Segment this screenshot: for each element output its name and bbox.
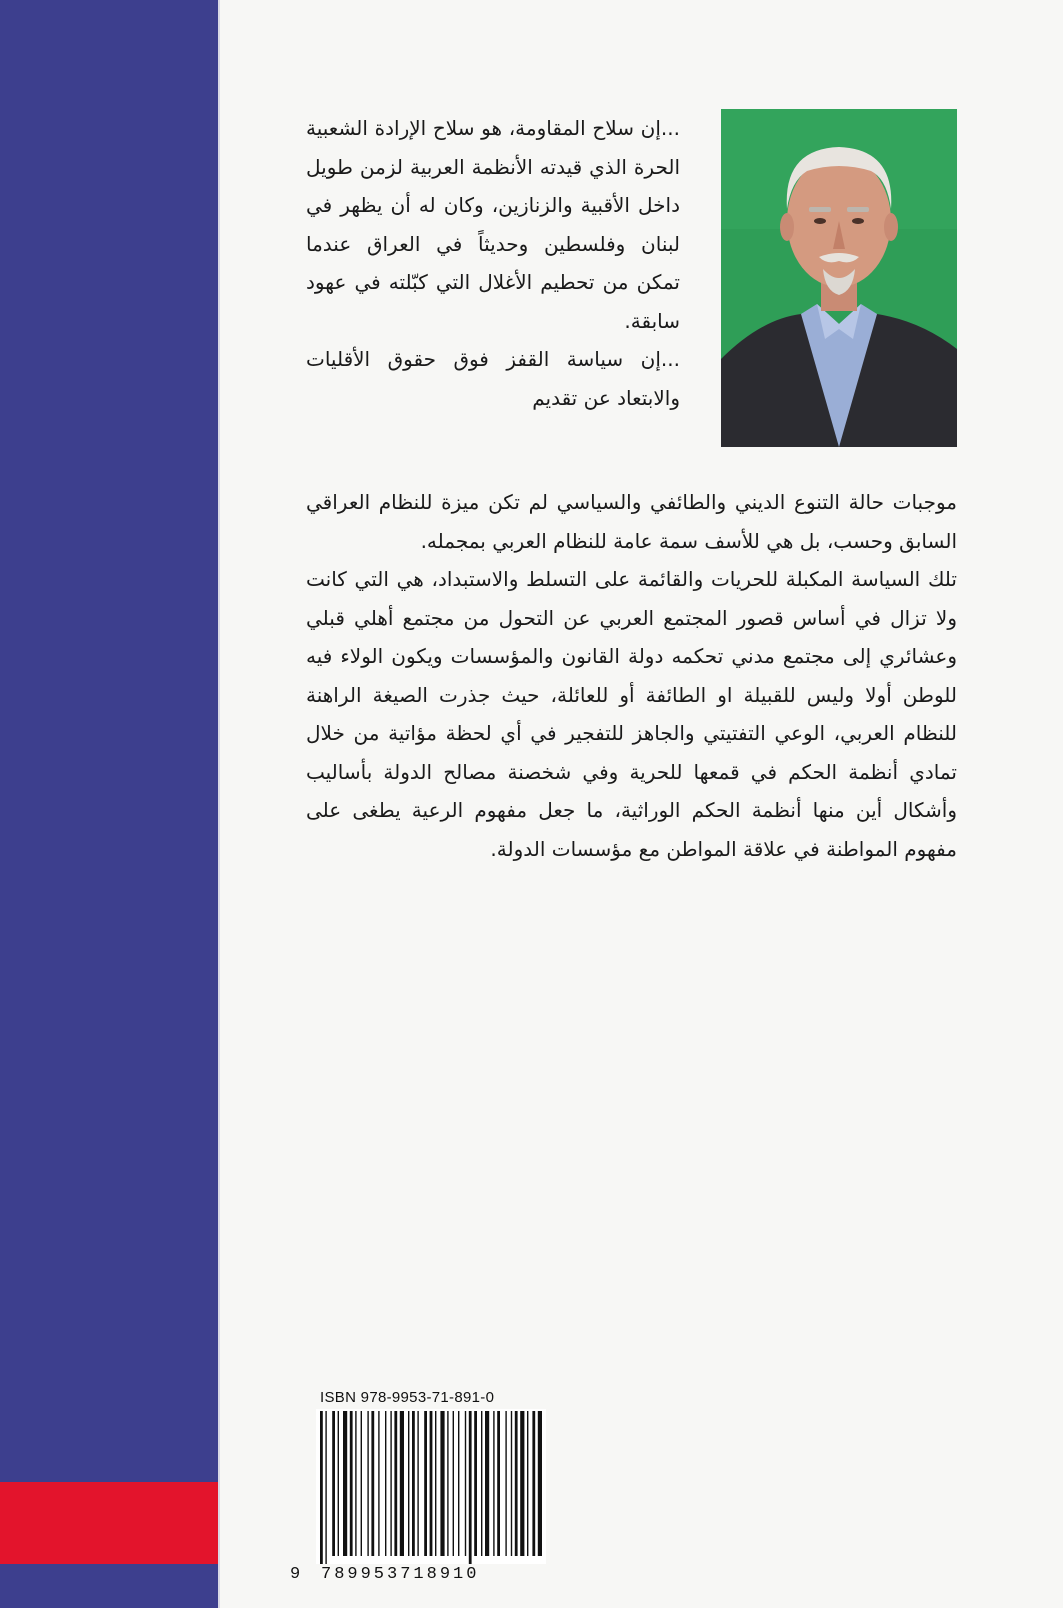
barcode-bar [511, 1411, 512, 1556]
barcode-bar [400, 1411, 404, 1556]
barcode-bar [355, 1411, 356, 1556]
barcode-bar [430, 1411, 433, 1556]
barcode-bar [417, 1411, 418, 1556]
barcode-digits: 789953718910 [321, 1565, 480, 1584]
barcode-bar [505, 1411, 506, 1556]
barcode-bar [485, 1411, 489, 1556]
barcode [316, 1409, 546, 1564]
barcode-bar [412, 1411, 415, 1556]
barcode-bar [497, 1411, 500, 1556]
barcode-bar [481, 1411, 482, 1556]
barcode-bar [527, 1411, 528, 1556]
intro-text-block [306, 109, 680, 417]
barcode-bar [325, 1411, 326, 1564]
barcode-bar [474, 1411, 477, 1556]
barcode-bar [447, 1411, 448, 1556]
barcode-bar [515, 1411, 518, 1556]
intro-paragraph: ...إن سلاح المقاومة، هو سلاح الإرادة الشعبية الحرة الذي قيدته الأنظمة العربية لزمن طويل داخل الأقبية والزنازين، وكان له أن يظهر في لبنان وفلسطين وحديثاً في العراق عندما تمكن من تحطيم الأغلال التي كبّلته في عهود سابقة. [306, 116, 680, 333]
barcode-bar [453, 1411, 454, 1556]
body-paragraph: موجبات حالة التنوع الديني والطائفي والسياسي لم تكن ميزة للنظام العراقي السابق وحسب، بل هي للأسف سمة عامة للنظام العربي بمجمله. [306, 490, 957, 553]
barcode-bar [469, 1411, 472, 1564]
barcode-bar [350, 1411, 353, 1556]
cover-red-accent [0, 1482, 218, 1564]
barcode-bar [332, 1411, 335, 1556]
barcode-bar [367, 1411, 368, 1556]
author-photo [721, 109, 957, 447]
barcode-bar [493, 1411, 494, 1556]
barcode-icon [316, 1409, 546, 1564]
barcode-bar [520, 1411, 524, 1556]
barcode-bar [338, 1411, 339, 1556]
barcode-bar [440, 1411, 444, 1556]
barcode-bar [320, 1411, 323, 1564]
intro-paragraph: ...إن سياسة القفز فوق حقوق الأقليات والابتعاد عن تقديم [306, 347, 680, 410]
barcode-bar [424, 1411, 427, 1556]
barcode-bar [343, 1411, 347, 1556]
cover-spine-edge [218, 0, 220, 1608]
barcode-bar [465, 1411, 466, 1556]
barcode-bar [394, 1411, 397, 1556]
barcode-bar [408, 1411, 409, 1556]
barcode-lead-digit: 9 [290, 1565, 301, 1584]
barcode-bar [390, 1411, 391, 1556]
isbn-label: ISBN 978-9953-71-891-0 [320, 1389, 495, 1406]
barcode-bar [371, 1411, 374, 1556]
barcode-bar [378, 1411, 379, 1556]
cover-spine-band [0, 0, 218, 1608]
barcode-bar [435, 1411, 436, 1556]
barcode-bar [532, 1411, 535, 1556]
body-text-block [306, 483, 957, 868]
portrait-icon [721, 109, 957, 447]
barcode-bar [458, 1411, 459, 1556]
barcode-bar [361, 1411, 362, 1556]
barcode-bar [538, 1411, 542, 1556]
barcode-bar [385, 1411, 386, 1556]
body-paragraph: تلك السياسة المكبلة للحريات والقائمة على التسلط والاستبداد، هي التي كانت ولا تزال في أساس قصور المجتمع العربي عن التحول من مجتمع أهلي قبلي وعشائري إلى مجتمع مدني تحكمه دولة القانون والمؤسسات ويكون الولاء فيه للوطن أولا وليس للقبيلة او الطائفة أو للعائلة، حيث جذرت الصيغة الراهنة للنظام العربي، الوعي التفتيتي والجاهز للتفجير في أي لحظة مؤاتية من خلال تمادي أنظمة الحكم في قمعها للحرية وفي شخصنة مصالح الدولة بأساليب وأشكال أين منها أنظمة الحكم الوراثية، ما جعل مفهوم الرعية يطغى على مفهوم المواطنة في علاقة المواطن مع مؤسسات الدولة. [306, 567, 957, 861]
